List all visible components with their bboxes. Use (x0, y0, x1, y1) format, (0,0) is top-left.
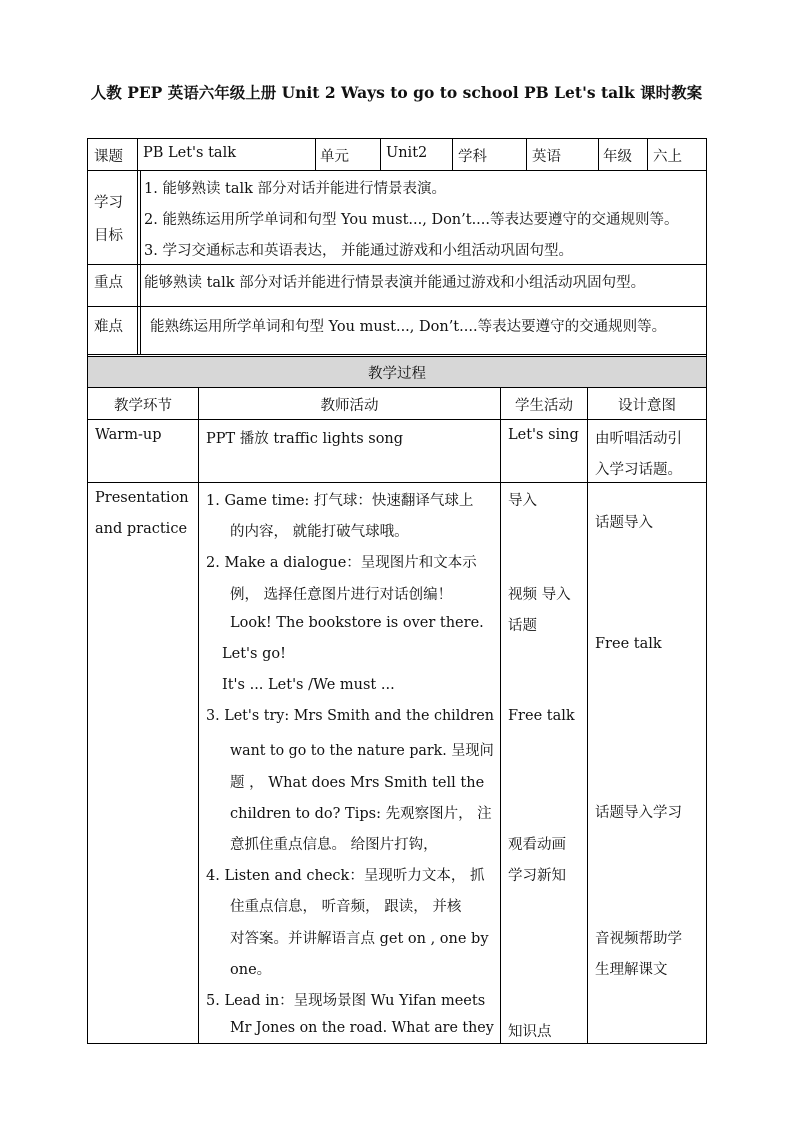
design-intent: Free talk (595, 636, 662, 652)
subject-value: 英语 (532, 149, 561, 165)
grade-label: 年级 (603, 149, 632, 165)
grade-value: 六上 (653, 149, 682, 165)
document-title: 人教 PEP 英语六年级上册 Unit 2 Ways to go to school PB Let's talk 课时教案 (90, 83, 703, 102)
goal-item: 1. 能够熟读 talk 部分对话并能进行情景表演。 (144, 181, 447, 197)
table-border (198, 387, 199, 1044)
column-header: 教学环节 (114, 398, 172, 414)
warmup-teacher: PPT 播放 traffic lights song (206, 431, 404, 447)
student-activity: 导入 (508, 493, 537, 509)
design-intent: 音视频帮助学 (595, 931, 682, 947)
table-border (87, 264, 707, 265)
column-header: 设计意图 (618, 398, 676, 414)
teacher-activity-line: 例， 选择任意图片进行对话创编！ (230, 587, 453, 603)
table-border (452, 138, 453, 170)
design-intent: 话题导入学习 (595, 805, 682, 821)
table-border (706, 138, 707, 1044)
warmup-student: Let's sing (508, 427, 579, 443)
design-intent: 生理解课文 (595, 962, 668, 978)
table-border (500, 387, 501, 1044)
table-border (647, 138, 648, 170)
table-border (587, 387, 588, 1044)
student-activity: 知识点 (508, 1024, 552, 1040)
warmup-design: 入学习话题。 (595, 462, 682, 478)
key-point-text: 能够熟读 talk 部分对话并能进行情景表演并能通过游戏和小组活动巩固句型。 (144, 275, 646, 291)
difficulty-text: 能熟练运用所学单词和句型 You must..., Don’t....等表达要遵守的交通规则等。 (150, 319, 667, 335)
teacher-activity-line: 1. Game time: 打气球：快速翻译气球上 (206, 493, 474, 509)
table-border (87, 170, 707, 171)
teacher-activity-line: 4. Listen and check：呈现听力文本， 抓 (206, 868, 485, 884)
table-border (87, 356, 707, 357)
warmup-design: 由听唱活动引 (595, 431, 682, 447)
table-border (87, 387, 707, 388)
teacher-activity-line: 题 ， What does Mrs Smith tell the (230, 775, 485, 791)
teacher-activity-line: 住重点信息， 听音频， 跟读， 并核 (230, 899, 462, 915)
unit-label: 单元 (320, 149, 349, 165)
teacher-activity-line: one。 (230, 962, 272, 978)
table-border (87, 138, 707, 139)
student-activity: 学习新知 (508, 868, 566, 884)
column-header: 学生活动 (515, 398, 573, 414)
table-border (380, 138, 381, 170)
lesson-label: 课题 (94, 149, 123, 165)
table-border (526, 138, 527, 170)
teacher-activity-line: want to go to the nature park. 呈现问 (230, 743, 494, 759)
teacher-activity-line: 意抓住重点信息。 给图片打钩， (230, 837, 438, 853)
subject-label: 学科 (458, 149, 487, 165)
table-border (87, 354, 707, 355)
table-border (315, 138, 316, 170)
teacher-activity-line: Look! The bookstore is over there. (230, 615, 484, 631)
lesson-value: PB Let's talk (143, 145, 236, 161)
teacher-activity-line: children to do? Tips: 先观察图片， 注 (230, 806, 492, 822)
teacher-activity-line: 3. Let's try: Mrs Smith and the children (206, 708, 494, 724)
teacher-activity-line: Let's go! (222, 646, 286, 662)
table-border (87, 1043, 707, 1044)
teacher-activity-line: 2. Make a dialogue：呈现图片和文本示 (206, 555, 477, 571)
student-activity: Free talk (508, 708, 575, 724)
student-activity: 观看动画 (508, 837, 566, 853)
teacher-activity-line: It's ... Let's /We must ... (222, 677, 395, 693)
unit-value: Unit2 (386, 145, 428, 161)
warmup-stage: Warm-up (95, 427, 162, 443)
table-border (87, 138, 88, 1044)
teacher-activity-line: Mr Jones on the road. What are they (230, 1020, 494, 1036)
goal-item: 3. 学习交通标志和英语表达， 并能通过游戏和小组活动巩固句型。 (144, 243, 574, 259)
student-activity: 视频 导入 (508, 587, 571, 603)
process-heading: 教学过程 (368, 366, 426, 382)
key-point-label: 重点 (94, 275, 123, 291)
teacher-activity-line: 5. Lead in：呈现场景图 Wu Yifan meets (206, 993, 486, 1009)
teacher-activity-line: 的内容， 就能打破气球哦。 (230, 524, 409, 540)
goal-item: 2. 能熟练运用所学单词和句型 You must..., Don’t....等表达要遵守的交通规则等。 (144, 212, 679, 228)
goals-label: 学习 (94, 195, 123, 211)
student-activity: 话题 (508, 618, 537, 634)
presentation-stage: and practice (95, 521, 188, 537)
table-border (137, 138, 138, 354)
table-border (87, 482, 707, 483)
table-border (87, 419, 707, 420)
difficulty-label: 难点 (94, 319, 123, 335)
table-border (87, 306, 707, 307)
column-header: 教师活动 (320, 398, 379, 414)
goals-label: 目标 (94, 228, 123, 244)
design-intent: 话题导入 (595, 515, 653, 531)
table-border (140, 170, 141, 354)
presentation-stage: Presentation (95, 490, 189, 506)
teacher-activity-line: 对答案。并讲解语言点 get on , one by (230, 931, 489, 947)
table-border (598, 138, 599, 170)
